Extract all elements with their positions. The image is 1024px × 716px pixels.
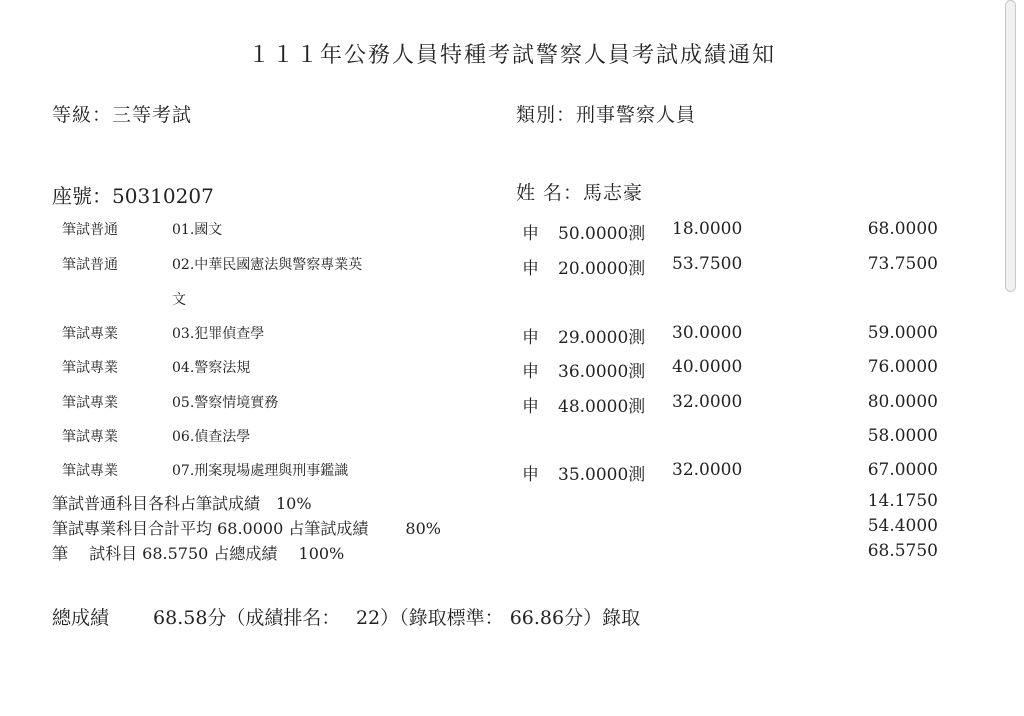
- exam-type: 筆試專業: [62, 429, 118, 445]
- mark-symbol: 申: [522, 259, 539, 279]
- mark-symbol: 申: [522, 397, 539, 417]
- mark-symbol: 申: [522, 362, 539, 382]
- subject-name: 05.警察情境實務: [172, 395, 279, 411]
- exam-type: 筆試專業: [62, 326, 118, 342]
- subject-total: 67.0000: [867, 460, 938, 480]
- score-row: [0, 426, 1000, 460]
- score-part-1: 29.0000測: [558, 328, 646, 348]
- score-part-2: 32.0000: [672, 460, 743, 480]
- score-part-1: 48.0000測: [558, 397, 646, 417]
- summary-line: [0, 491, 1000, 515]
- total-score-line: 總成績 68.58分（成績排名： 22）（錄取標準： 66.86分）錄取: [52, 607, 641, 629]
- summary-line: [0, 516, 1000, 540]
- score-row: [0, 357, 1000, 391]
- subject-name: 01.國文: [172, 222, 223, 238]
- mark-symbol: 申: [522, 465, 539, 485]
- subject-name: 03.犯罪偵查學: [172, 326, 265, 342]
- exam-type: 筆試專業: [62, 360, 118, 376]
- score-part-2: 40.0000: [672, 357, 743, 377]
- subject-name: 06.偵查法學: [172, 429, 251, 445]
- summary-value: 54.4000: [867, 516, 938, 536]
- score-part-1: 50.0000測: [558, 224, 646, 244]
- exam-type: 筆試專業: [62, 463, 118, 479]
- vertical-scrollbar[interactable]: [1005, 0, 1016, 292]
- subject-total: 58.0000: [867, 426, 938, 446]
- score-row: [0, 460, 1000, 494]
- summary-label: 筆試普通科目各科占筆試成績 10%: [52, 494, 312, 513]
- score-row: [0, 323, 1000, 357]
- score-row: [0, 254, 1000, 288]
- score-part-1: 20.0000測: [558, 259, 646, 279]
- exam-type: 筆試專業: [62, 395, 118, 411]
- score-part-1: 36.0000測: [558, 362, 646, 382]
- subject-name: 07.刑案現場處理與刑事鑑識: [172, 463, 349, 479]
- summary-label: 筆試專業科目合計平均 68.0000 占筆試成績 80%: [52, 519, 441, 538]
- score-row-continuation: [0, 289, 1000, 323]
- mark-symbol: 申: [522, 328, 539, 348]
- score-part-2: 32.0000: [672, 392, 743, 412]
- subject-name-continued: 文: [172, 292, 186, 308]
- subject-total: 76.0000: [867, 357, 938, 377]
- summary-label: 筆 試科目 68.5750 占總成績 100%: [52, 544, 345, 563]
- summary-line: [0, 541, 1000, 565]
- exam-level: 等級：三等考試: [52, 104, 193, 126]
- summary-value: 68.5750: [867, 541, 938, 561]
- score-row: [0, 392, 1000, 426]
- subject-name: 02.中華民國憲法與警察專業英: [172, 257, 363, 273]
- summary-value: 14.1750: [867, 491, 938, 511]
- score-row: [0, 219, 1000, 253]
- subject-total: 73.7500: [867, 254, 938, 274]
- score-part-2: 53.7500: [672, 254, 743, 274]
- mark-symbol: 申: [522, 224, 539, 244]
- candidate-name: 姓 名：馬志豪: [516, 182, 644, 204]
- exam-type: 筆試普通: [62, 257, 118, 273]
- subject-total: 59.0000: [867, 323, 938, 343]
- score-part-1: 35.0000測: [558, 465, 646, 485]
- score-part-2: 30.0000: [672, 323, 743, 343]
- subject-total: 68.0000: [867, 219, 938, 239]
- notice-title: １１１年公務人員特種考試警察人員考試成績通知: [247, 43, 776, 68]
- subject-total: 80.0000: [867, 392, 938, 412]
- exam-category: 類別：刑事警察人員: [516, 104, 697, 126]
- score-part-2: 18.0000: [672, 219, 743, 239]
- seat-number: 座號：50310207: [52, 184, 214, 208]
- subject-name: 04.警察法規: [172, 360, 251, 376]
- exam-type: 筆試普通: [62, 222, 118, 238]
